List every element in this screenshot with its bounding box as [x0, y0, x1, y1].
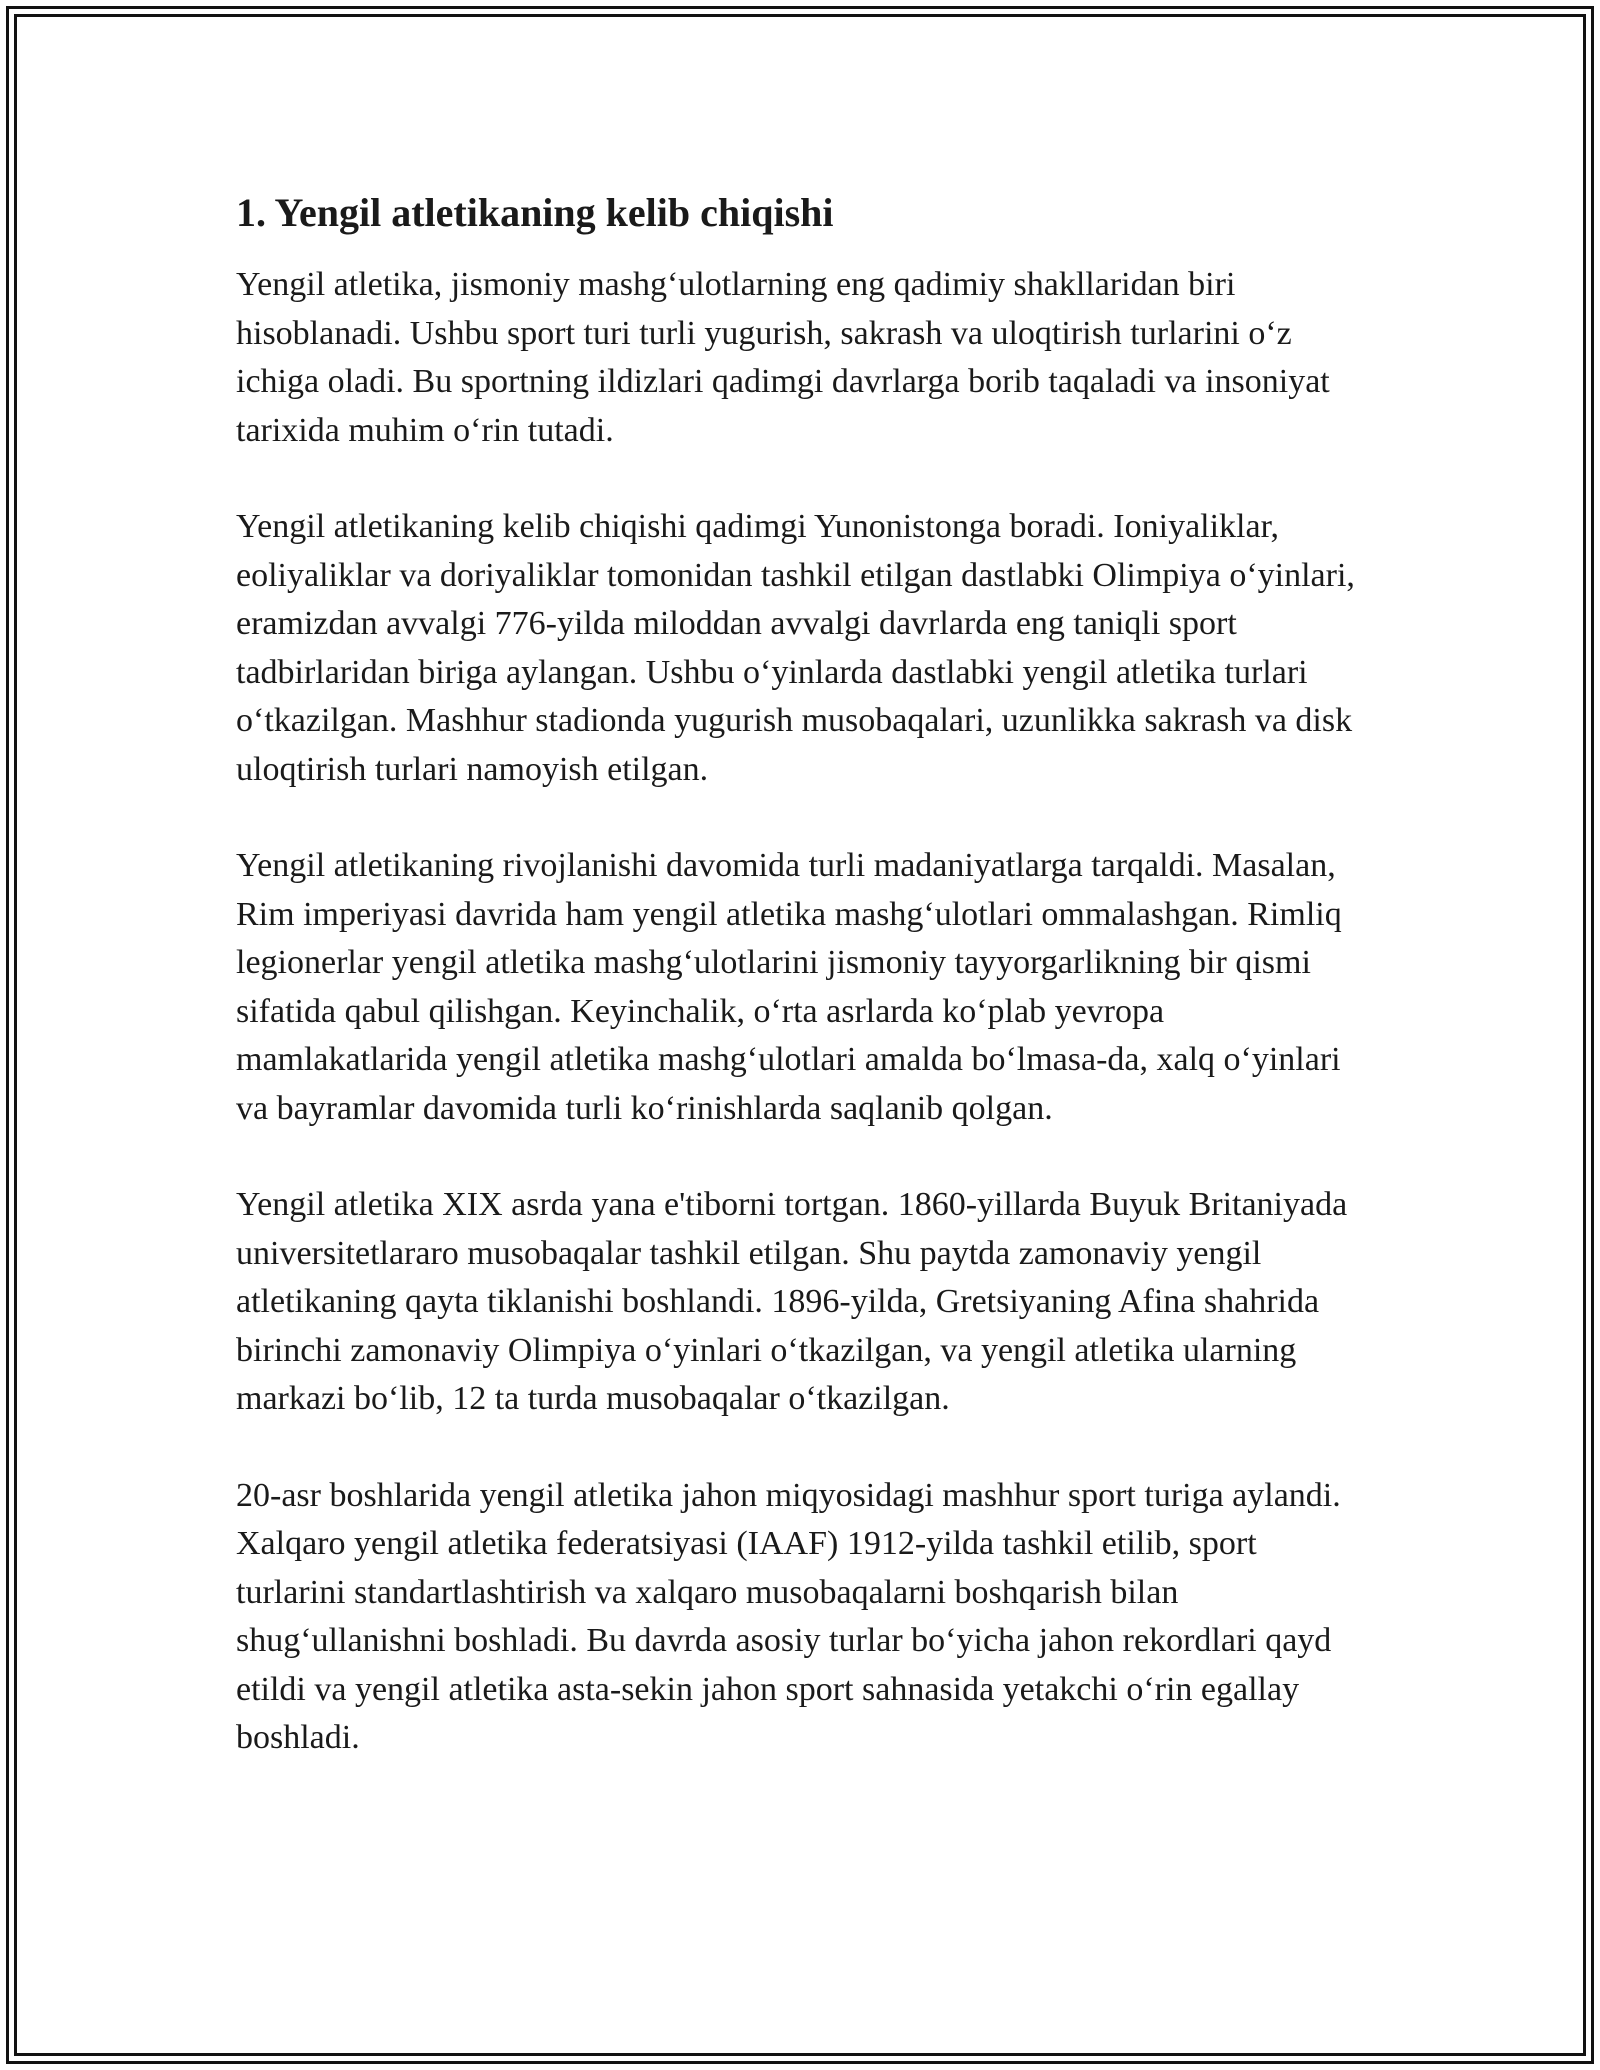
- document-body: [236, 185, 1366, 1811]
- paragraph-1: Yengil atletika, jismoniy mashg‘ulotlarning eng qadimiy shakllaridan biri hisoblanadi. Ushbu sport turi turli yugurish, sakrash va uloqtirish turlarini o‘z ichiga oladi. Bu sportning ildizlari qadimgi davrlarga borib taqaladi va insoniyat tarixida muhim o‘rin tutadi.: [236, 266, 1330, 449]
- paragraph-2: Yengil atletikaning kelib chiqishi qadimgi Yunonistonga boradi. Ioniyaliklar, eoliyaliklar va doriyaliklar tomonidan tashkil etilgan dastlabki Olimpiya o‘yinlari, eramizdan avvalgi 776-yilda miloddan avvalgi davrlarda eng taniqli sport tadbirlaridan biriga aylangan. Ushbu o‘yinlarda dastlabki yengil atletika turlari o‘tkazilgan. Mashhur stadionda yugurish musobaqalari, uzunlikka sakrash va disk uloqtirish turlari namoyish etilgan.: [236, 508, 1355, 788]
- paragraph-4: Yengil atletika XIX asrda yana e'tiborni tortgan. 1860-yillarda Buyuk Britaniyada universitetlararo musobaqalar tashkil etilgan. Shu paytda zamonaviy yengil atletikaning qayta tiklanishi boshlandi. 1896-yilda, Gretsiyaning Afina shahrida birinchi zamonaviy Olimpiya o‘yinlari o‘tkazilgan, va yengil atletika ularning markazi bo‘lib, 12 ta turda musobaqalar o‘tkazilgan.: [236, 1186, 1348, 1417]
- paragraph-5: 20-asr boshlarida yengil atletika jahon miqyosidagi mashhur sport turiga aylandi. Xalqaro yengil atletika federatsiyasi (IAAF) 1912-yilda tashkil etilib, sport turlarini standartlashtirish va xalqaro musobaqalarni boshqarish bilan shug‘ullanishni boshladi. Bu davrda asosiy turlar bo‘yicha jahon rekordlari qayd etildi va yengil atletika asta-sekin jahon sport sahnasida yetakchi o‘rin egallay boshladi.: [236, 1476, 1341, 1756]
- section-heading: 1. Yengil atletikaning kelib chiqishi: [236, 190, 834, 235]
- paragraph-3: Yengil atletikaning rivojlanishi davomida turli madaniyatlarga tarqaldi. Masalan, Rim imperiyasi davrida ham yengil atletika mashg‘ulotlari ommalashgan. Rimliq legionerlar yengil atletika mashg‘ulotlarini jismoniy tayyorgarlikning bir qismi sifatida qabul qilishgan. Keyinchalik, o‘rta asrlarda ko‘plab yevropa mamlakatlarida yengil atletika mashg‘ulotlari amalda bo‘lmasa-da, xalq o‘yinlari va bayramlar davomida turli ko‘rinishlarda saqlanib qolgan.: [236, 847, 1342, 1127]
